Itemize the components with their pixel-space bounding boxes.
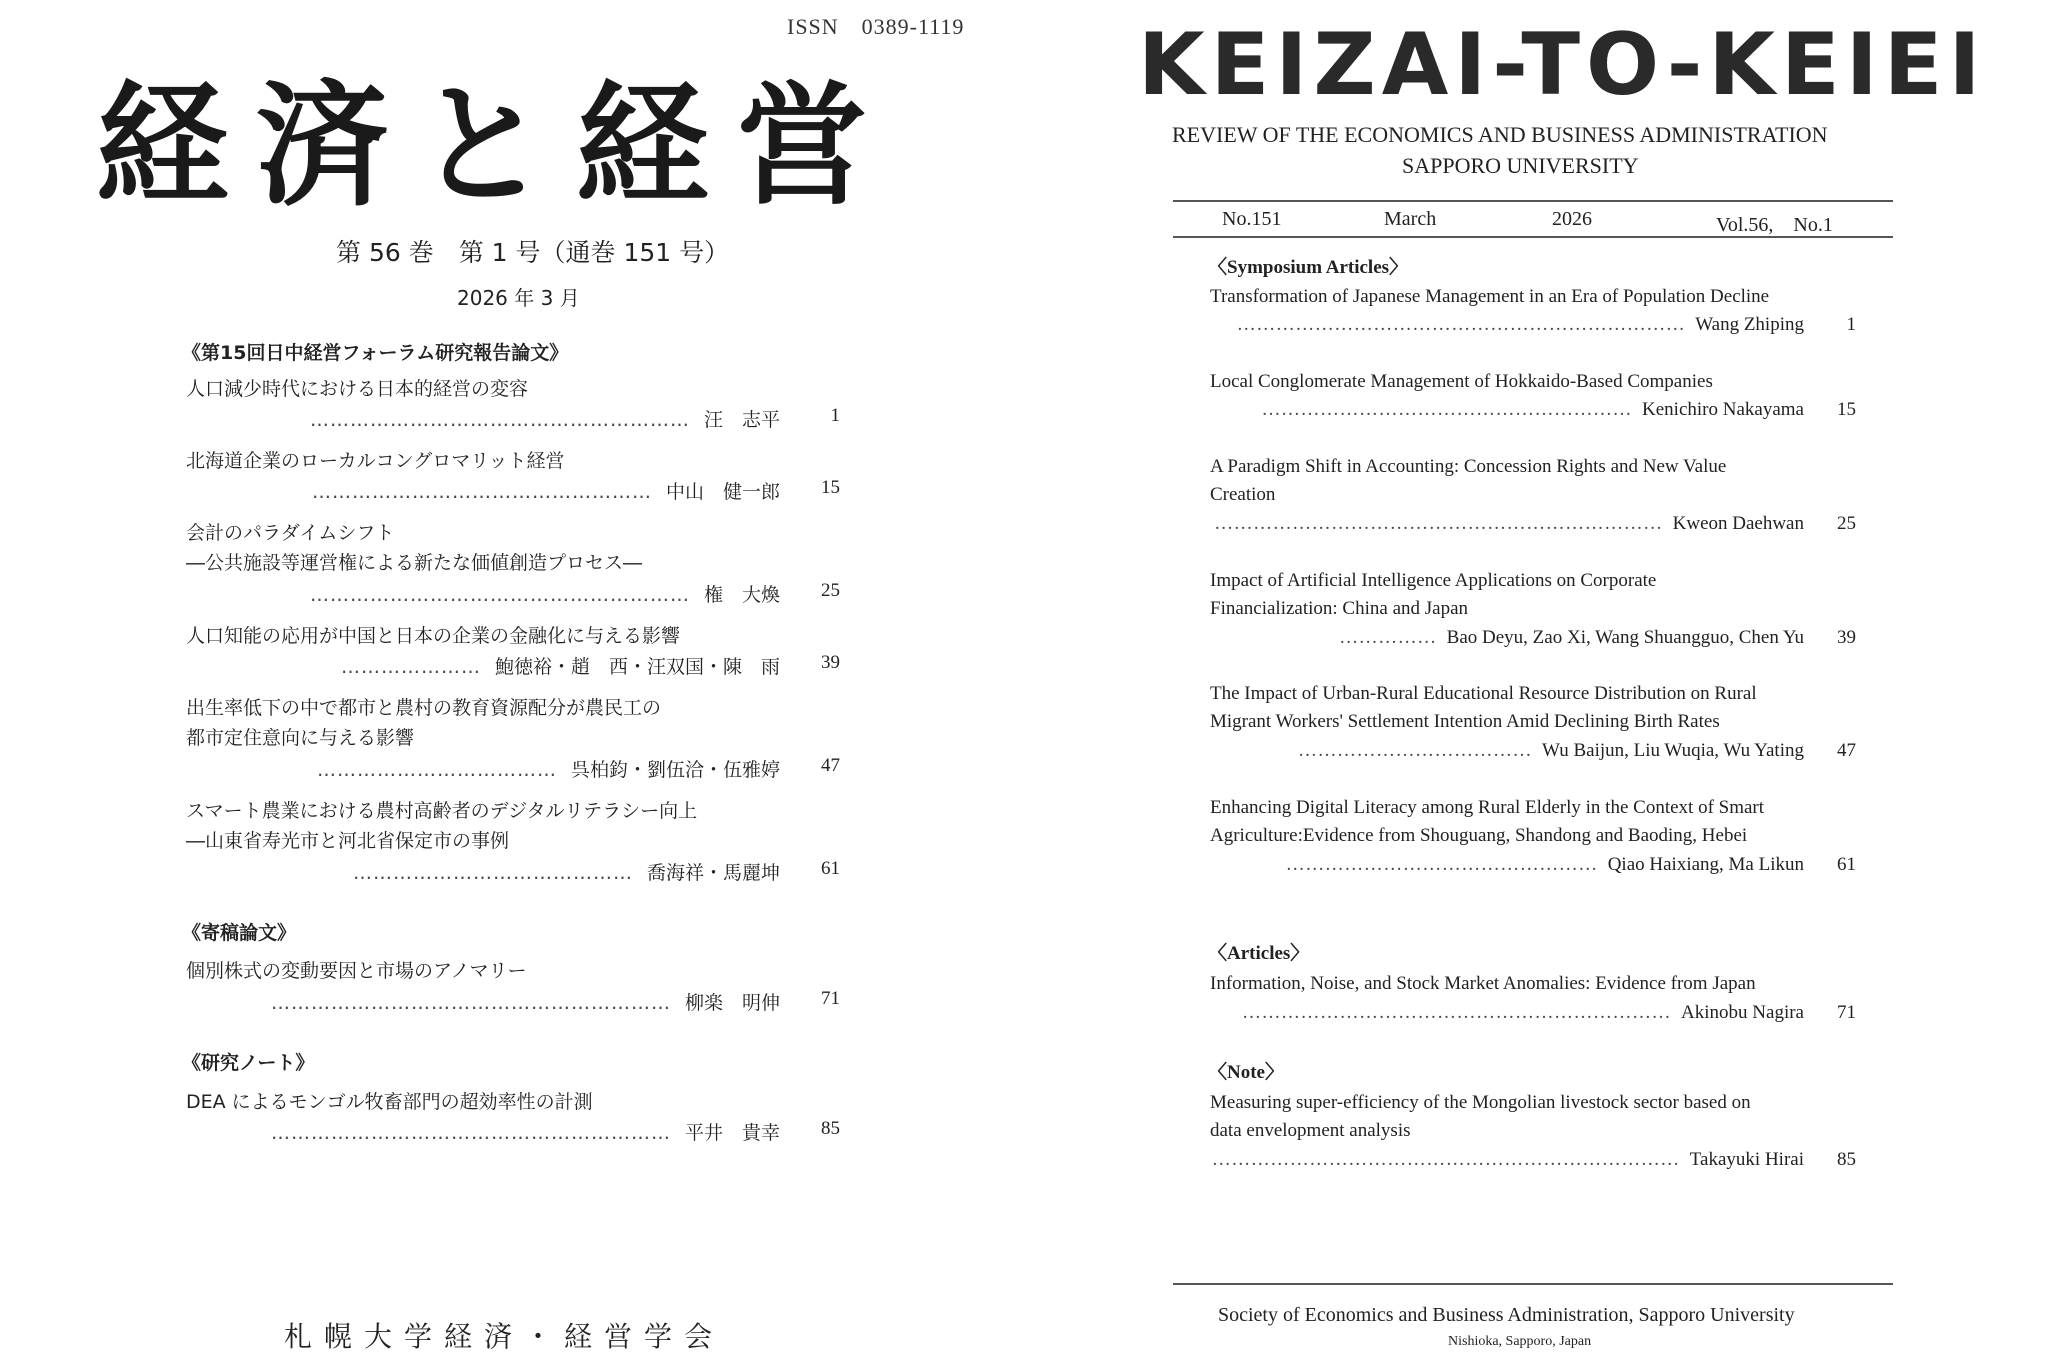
entry-page: 61 [1837, 854, 1856, 875]
entry-page: 25 [821, 580, 840, 601]
entry-author: 柳楽 明伸 [684, 992, 780, 1014]
university-name: SAPPORO UNIVERSITY [1402, 153, 1639, 178]
leader-dots: …………………………………………………………… [1236, 314, 1686, 335]
entry-title: Impact of Artificial Intelligence Applications on Corporate [1210, 570, 1657, 591]
entry-page: 39 [821, 652, 840, 673]
leader-dots: …………………………………………………………… [1214, 513, 1663, 534]
entry-author: Kweon Daehwan [1672, 513, 1804, 534]
entry-page: 15 [821, 477, 840, 498]
entry-author-row [1242, 1002, 1804, 1024]
entry-author: Wu Baijun, Liu Wuqia, Wu Yating [1542, 740, 1804, 761]
entry-title: Enhancing Digital Literacy among Rural Elderly in the Context of Smart [1210, 797, 1765, 818]
leader-dots: …………………………………………… [311, 481, 652, 503]
entry-title: Local Conglomerate Management of Hokkaido-Based Companies [1210, 371, 1713, 392]
entry-author: Takayuki Hirai [1689, 1149, 1804, 1170]
entry-page: 1 [830, 405, 840, 426]
entry-author: Bao Deyu, Zao Xi, Wang Shuangguo, Chen Yu [1446, 627, 1804, 648]
section-heading: 《第15回日中経営フォーラム研究報告論文》 [182, 342, 569, 364]
entry-author: 鮑徳裕・趙 西・汪双国・陳 雨 [494, 656, 780, 678]
leader-dots: …………… [1339, 627, 1437, 648]
entry-author: Wang Zhiping [1695, 314, 1804, 335]
publisher-name-japanese: 札幌大学経済・経営学会 [284, 1320, 725, 1353]
entry-author-row [1262, 399, 1804, 421]
divider [1173, 200, 1893, 202]
entry-title-cont: Agriculture:Evidence from Shouguang, Shandong and Baoding, Hebei [1210, 825, 1748, 846]
publisher-name-english: Society of Economics and Business Administration, Sapporo University [1218, 1304, 1795, 1326]
entry-author-row [1214, 513, 1804, 535]
entry-title: 個別株式の変動要因と市場のアノマリー [186, 960, 527, 982]
entry-page: 47 [821, 755, 840, 776]
journal-title-japanese: 経済と経営 [96, 68, 896, 223]
publisher-address: Nishioka, Sapporo, Japan [1448, 1334, 1592, 1349]
leader-dots: …………………………………… [352, 862, 633, 884]
leader-dots: ………………… [340, 656, 481, 678]
entry-page: 61 [821, 858, 840, 879]
entry-author-row [1237, 314, 1804, 336]
entry-title-cont: Migrant Workers' Settlement Intention Amid Declining Birth Rates [1210, 711, 1720, 732]
section-heading: 〈Symposium Articles〉 [1208, 257, 1409, 278]
leader-dots: ………………………………………………… [1261, 399, 1633, 420]
leader-dots: ………………………………………………… [309, 409, 690, 431]
issue-month: March [1384, 208, 1437, 230]
entry-title: 出生率低下の中で都市と農村の教育資源配分が農民工の [186, 697, 662, 719]
section-heading: 〈Note〉 [1208, 1062, 1284, 1083]
entry-subtitle: ―公共施設等運営権による新たな価値創造プロセス― [186, 552, 643, 574]
entry-page: 47 [1837, 740, 1856, 761]
entry-subtitle: ―山東省寿光市と河北省保定市の事例 [186, 830, 510, 852]
leader-dots: …………………………………………………… [270, 1122, 671, 1144]
entry-page: 85 [821, 1118, 840, 1139]
entry-author-row [1212, 1149, 1804, 1171]
entry-author: 喬海祥・馬麗坤 [646, 862, 780, 884]
entry-title-cont: Creation [1210, 484, 1276, 505]
entry-title-cont: 都市定住意向に与える影響 [186, 727, 415, 749]
entry-author-row [317, 755, 780, 782]
section-heading: 《研究ノート》 [182, 1052, 315, 1074]
entry-page: 1 [1846, 314, 1856, 335]
entry-page: 39 [1837, 627, 1856, 648]
entry-title: The Impact of Urban-Rural Educational Resource Distribution on Rural [1210, 683, 1757, 704]
entry-title-cont: data envelopment analysis [1210, 1120, 1411, 1141]
divider [1173, 1283, 1893, 1285]
entry-author: 呉柏鈞・劉伍洽・伍雅婷 [570, 759, 780, 781]
leader-dots: ……………………………………………………………… [1211, 1149, 1680, 1170]
entry-title: Transformation of Japanese Management in an Era of Population Decline [1210, 286, 1770, 307]
leader-dots: ……………………………… [1298, 740, 1533, 761]
entry-author: 平井 貴幸 [684, 1122, 780, 1144]
entry-title: DEA によるモンゴル牧畜部門の超効率性の計測 [186, 1091, 593, 1113]
entry-author: 権 大煥 [703, 584, 780, 606]
entry-title: Information, Noise, and Stock Market Anomalies: Evidence from Japan [1210, 973, 1756, 994]
entry-title: A Paradigm Shift in Accounting: Concession Rights and New Value [1210, 456, 1727, 477]
entry-author-row [1286, 854, 1804, 876]
section-heading: 《寄稿論文》 [182, 922, 297, 944]
entry-author: Kenichiro Nakayama [1642, 399, 1804, 420]
leader-dots: ………………………………………… [1285, 854, 1598, 875]
entry-author-row [310, 580, 780, 607]
entry-page: 85 [1837, 1149, 1856, 1170]
volume-issue-line: 第 56 巻 第 1 号（通巻 151 号） [336, 238, 730, 267]
issn-number: ISSN 0389-1119 [787, 14, 965, 39]
leader-dots: ………………………………………………………… [1242, 1002, 1672, 1023]
leader-dots: ………………………………………………… [309, 584, 690, 606]
entry-author: 汪 志平 [703, 409, 780, 431]
entry-page: 25 [1837, 513, 1856, 534]
entry-author-row [353, 858, 780, 885]
entry-author-row [310, 405, 780, 432]
issue-number: No.151 [1222, 208, 1282, 230]
entry-title: Measuring super-efficiency of the Mongolian livestock sector based on [1210, 1092, 1751, 1113]
leader-dots: ……………………………… [316, 759, 557, 781]
journal-subtitle: REVIEW OF THE ECONOMICS AND BUSINESS ADMINISTRATION [1172, 122, 1828, 147]
issue-year: 2026 [1552, 208, 1592, 230]
entry-author-row [1339, 627, 1804, 649]
entry-title-cont: Financialization: China and Japan [1210, 598, 1469, 619]
entry-title: 人口減少時代における日本的経営の変容 [186, 378, 529, 400]
entry-author: 中山 健一郎 [665, 481, 780, 503]
entry-title: スマート農業における農村高齢者のデジタルリテラシー向上 [186, 800, 698, 822]
issue-volume: Vol.56, No.1 [1716, 214, 1833, 236]
entry-author: Qiao Haixiang, Ma Likun [1607, 854, 1804, 875]
entry-page: 71 [1837, 1002, 1856, 1023]
entry-title: 人口知能の応用が中国と日本の企業の金融化に与える影響 [186, 625, 681, 647]
divider [1173, 236, 1893, 238]
entry-page: 71 [821, 988, 840, 1009]
entry-author-row [341, 652, 780, 679]
entry-author-row [271, 988, 780, 1015]
journal-logo: KEIZAI-TO-KEIEI [1138, 15, 1987, 115]
entry-page: 15 [1837, 399, 1856, 420]
entry-title: 北海道企業のローカルコングロマリット経営 [186, 450, 565, 472]
entry-title: 会計のパラダイムシフト [186, 522, 395, 544]
section-heading: 〈Articles〉 [1208, 943, 1310, 964]
leader-dots: …………………………………………………… [270, 992, 671, 1014]
entry-author: Akinobu Nagira [1681, 1002, 1804, 1023]
entry-author-row [312, 477, 780, 504]
entry-author-row [271, 1118, 780, 1145]
entry-author-row [1298, 740, 1804, 762]
publication-date: 2026 年 3 月 [457, 286, 580, 310]
